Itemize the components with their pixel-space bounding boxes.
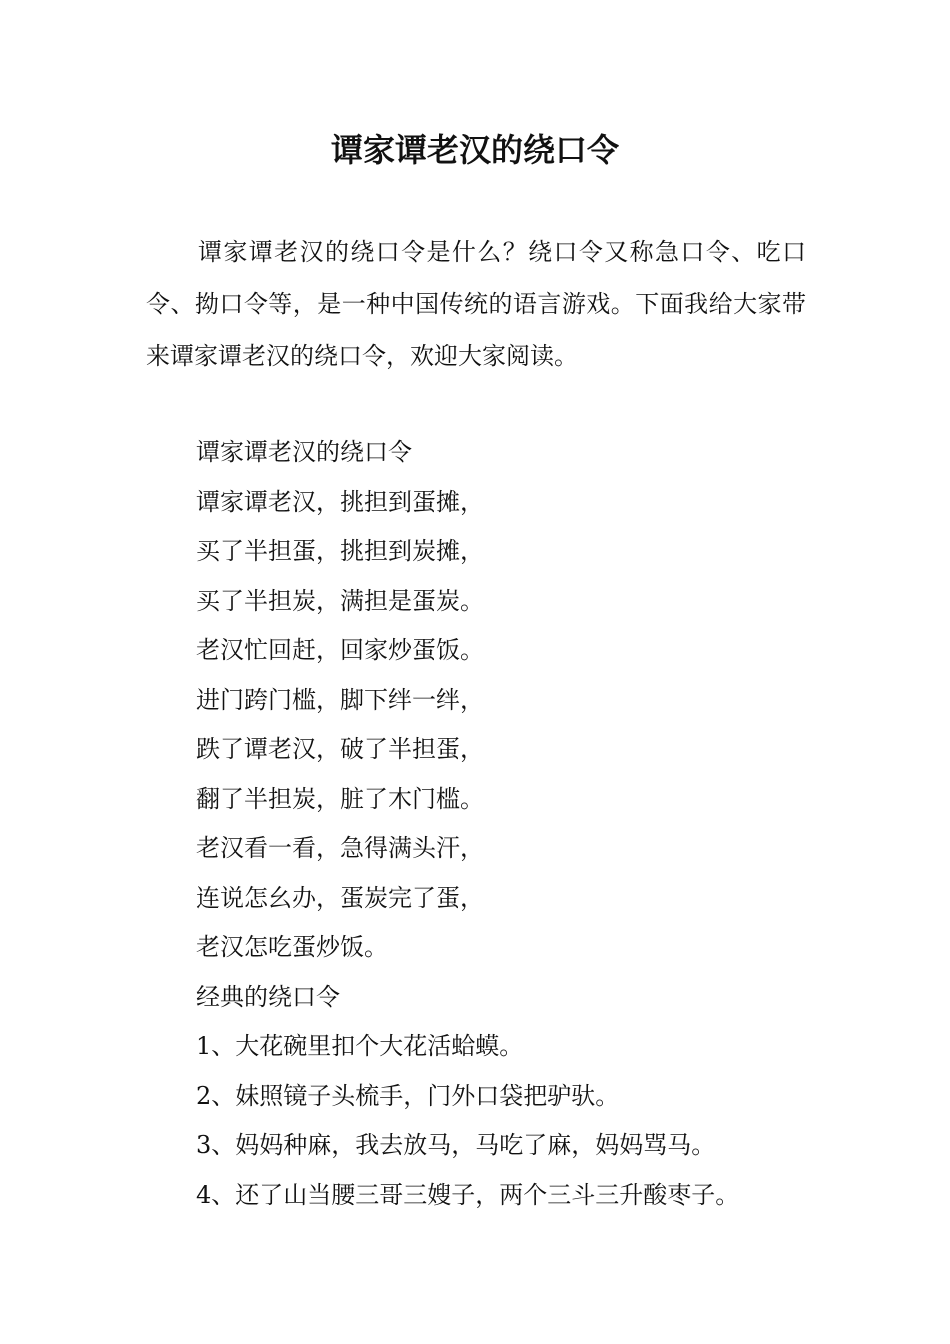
list-item: 4、还了山当腰三哥三嫂子，两个三斗三升酸枣子。 <box>196 1180 740 1209</box>
text-line: 老汉怎吃蛋炒饭。 <box>196 933 388 961</box>
document-title: 谭家谭老汉的绕口令 <box>330 131 619 169</box>
text-line: 跌了谭老汉，破了半担蛋， <box>196 735 484 763</box>
text-line: 老汉看一看，急得满头汗， <box>196 834 484 862</box>
text-line: 老汉忙回赶，回家炒蛋饭。 <box>196 636 484 664</box>
list-item: 2、妹照镜子头梳手，门外口袋把驴驮。 <box>196 1081 620 1110</box>
text-line: 谭家谭老汉的绕口令 <box>196 438 412 466</box>
text-line: 连说怎幺办，蛋炭完了蛋， <box>196 883 484 912</box>
text-line: 买了半担蛋，挑担到炭摊， <box>196 537 484 565</box>
text-line: 进门跨门槛，脚下绊一绊， <box>196 685 484 714</box>
text-line: 翻了半担炭，脏了木门槛。 <box>196 784 484 813</box>
list-item: 3、妈妈种麻，我去放马，马吃了麻，妈妈骂马。 <box>196 1131 716 1159</box>
list-item: 1、大花碗里扣个大花活蛤蟆。 <box>196 1032 524 1060</box>
intro-paragraph: 谭家谭老汉的绕口令是什么？绕口令又称急口令、吃口令、拗口令等，是一种中国传统的语言游戏。下面我给大家带来谭家谭老汉的绕口令，欢迎大家阅读。 <box>146 238 806 370</box>
text-line: 谭家谭老汉，挑担到蛋摊， <box>196 487 484 516</box>
text-line: 买了半担炭，满担是蛋炭。 <box>196 586 484 615</box>
section-heading: 经典的绕口令 <box>196 982 340 1011</box>
tongue-twister-lines <box>196 428 836 1220</box>
